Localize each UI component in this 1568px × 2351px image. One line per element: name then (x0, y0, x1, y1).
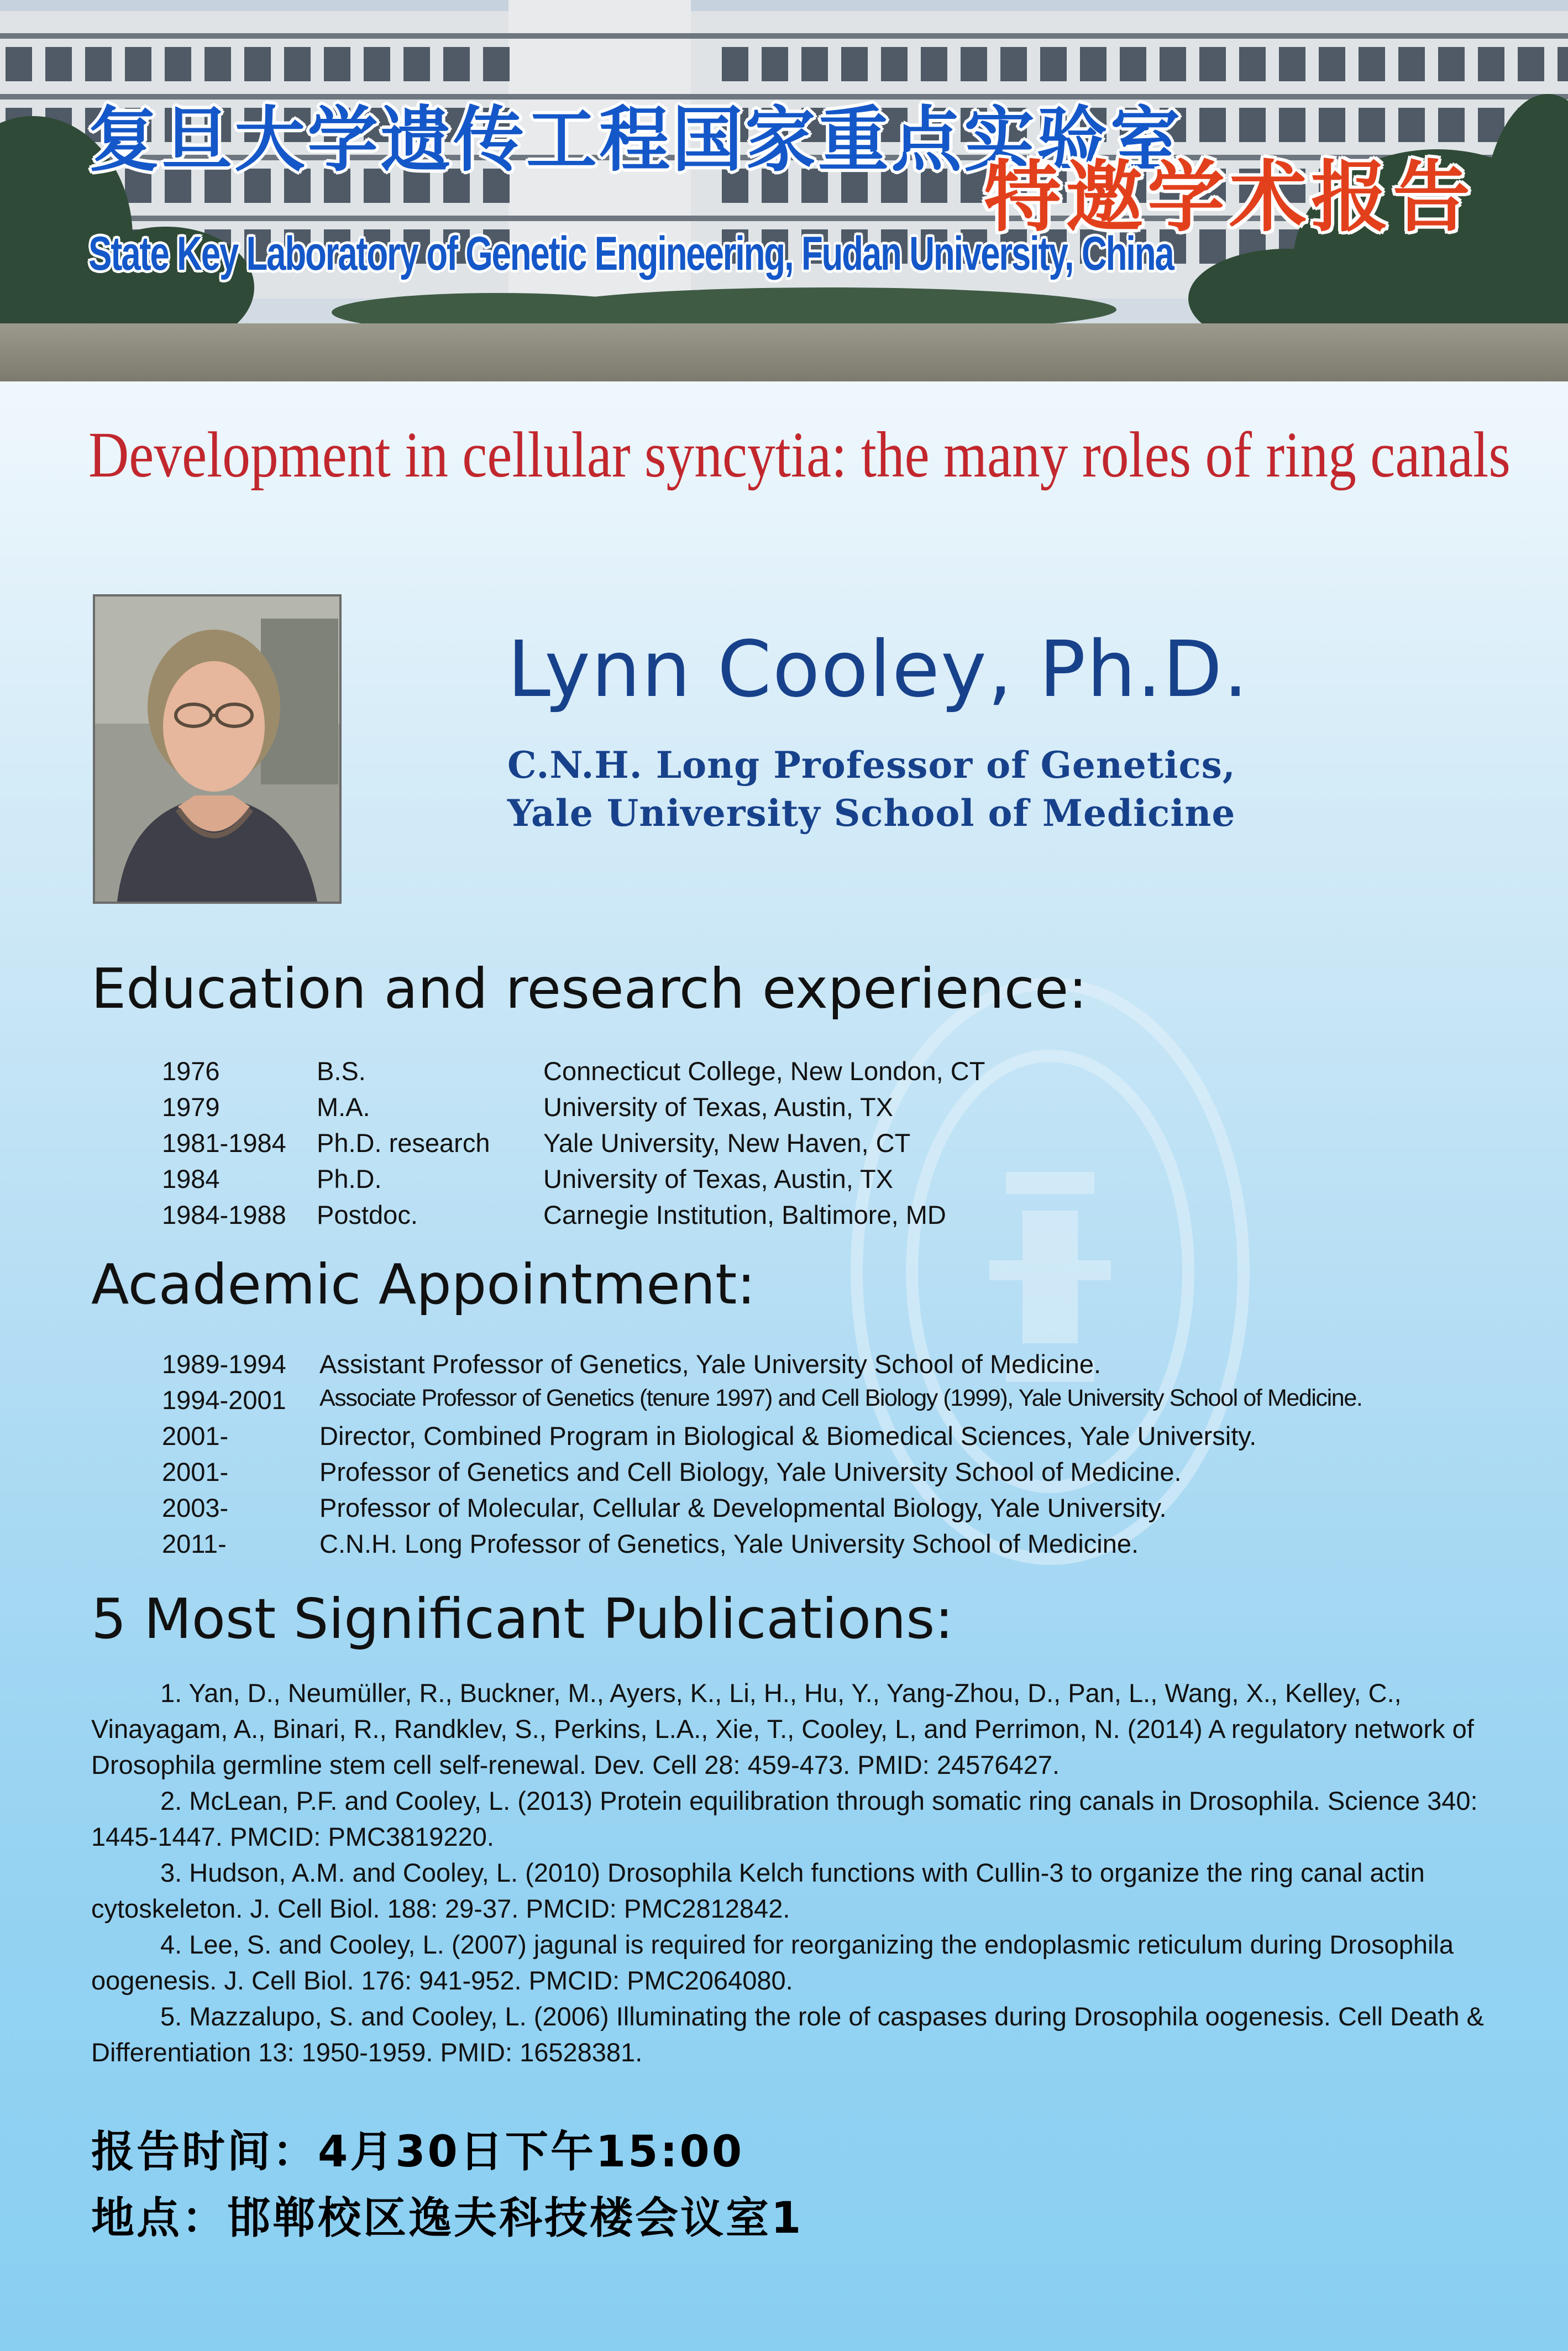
speaker-position-line2: Yale University School of Medicine (507, 792, 1236, 835)
building-window (841, 47, 868, 81)
building-window (45, 47, 72, 81)
building-window (165, 47, 191, 81)
publication-item: 4. Lee, S. and Cooley, L. (2007) jagunal is required for reorganizing the endoplasmic reticulum during Drosophila oogenesis. J. Cell Biol. 176: 941-952. PMCID: PMC2064080. (91, 1930, 1454, 1995)
building-window (921, 47, 947, 81)
building-window (961, 47, 987, 81)
education-institution: University of Texas, Austin, TX (543, 1164, 894, 1193)
publication-item: 2. McLean, P.F. and Cooley, L. (2013) Protein equilibration through somatic ring canals in Drosophila. Science 340: 1445-1447. PMCID: PMC3819220. (91, 1786, 1478, 1851)
appointment-years: 2001- (162, 1421, 229, 1451)
speaker-portrait (93, 594, 342, 904)
appointment-years: 2003- (162, 1493, 229, 1522)
talk-time: 报告时间：4月30日下午15:00 (91, 2127, 744, 2177)
building-window (1557, 47, 1568, 81)
appointment-title: Professor of Molecular, Cellular & Developmental Biology, Yale University. (319, 1493, 1167, 1522)
education-institution: Carnegie Institution, Baltimore, MD (543, 1200, 946, 1229)
education-degree: Ph.D. (317, 1164, 382, 1193)
building-window (1199, 47, 1226, 81)
publications-heading: 5 Most Significant Publications: (91, 1586, 954, 1651)
publications-list (91, 1675, 1490, 2070)
building-window (125, 47, 151, 81)
appointment-title: Assistant Professor of Genetics, Yale University School of Medicine. (319, 1349, 1102, 1379)
speaker-name: Lynn Cooley, Ph.D. (507, 625, 1249, 715)
education-degree: B.S. (317, 1056, 366, 1086)
publication-item: 3. Hudson, A.M. and Cooley, L. (2010) Drosophila Kelch functions with Cullin-3 to organize the ring canal actin cytoskeleton. J. Cell Biol. 188: 29-37. PMCID: PMC2812842. (91, 1858, 1425, 1923)
talk-location: 地点：邯郸校区逸夫科技楼会议室1 (91, 2193, 804, 2243)
building-window (1398, 47, 1425, 81)
education-degree: M.A. (317, 1092, 370, 1122)
building-window (1279, 47, 1305, 81)
education-degree: Ph.D. research (317, 1128, 490, 1158)
talk-title: Development in cellular syncytia: the many roles of ring canals (88, 418, 1511, 491)
building-window (1120, 47, 1146, 81)
education-institution: University of Texas, Austin, TX (543, 1092, 894, 1122)
building-window (403, 47, 430, 81)
education-degree: Postdoc. (317, 1200, 418, 1229)
appointment-years: 1994-2001 (162, 1385, 286, 1415)
building-window (85, 47, 112, 81)
building-window (6, 47, 32, 81)
building-window (762, 47, 788, 81)
building-window (443, 47, 470, 81)
building-window (722, 47, 748, 81)
lab-name-chinese: 复旦大学遗传工程国家重点实验室 (88, 99, 1183, 181)
building-window (1000, 47, 1027, 81)
education-institution: Yale University, New Haven, CT (543, 1128, 911, 1158)
building-window (324, 47, 350, 81)
building-window (244, 47, 271, 81)
education-institution: Connecticut College, New London, CT (543, 1056, 985, 1086)
building-window (1438, 47, 1465, 81)
speaker-photo (95, 596, 339, 902)
education-year: 1979 (162, 1092, 220, 1122)
appointments-heading: Academic Appointment: (91, 1252, 756, 1317)
appointment-title: Director, Combined Program in Biological & Biomedical Sciences, Yale University. (319, 1421, 1257, 1451)
building-window (1160, 47, 1186, 81)
publication-item: 1. Yan, D., Neumüller, R., Buckner, M., Ayers, K., Li, H., Hu, Y., Yang-Zhou, D., Pan, L., Wang, X., Kelley, C., Vinayagam, A., Binari, R., Randklev, S., Perkins, L.A., Xie, T., Cooley, L, and Perrimon, N. (2014) A regulatory network of Drosophila germline stem cell self-renewal. Dev. Cell 28: 459-473. PMID: 24576427. (91, 1678, 1474, 1779)
education-year: 1976 (162, 1056, 220, 1086)
building-window (284, 47, 311, 81)
education-year: 1981-1984 (162, 1128, 286, 1158)
building-window (801, 47, 828, 81)
appointment-years: 2001- (162, 1457, 229, 1486)
appointment-title: C.N.H. Long Professor of Genetics, Yale University School of Medicine. (319, 1529, 1139, 1558)
appointment-title: Professor of Genetics and Cell Biology, Yale University School of Medicine. (319, 1457, 1182, 1486)
publication-item: 5. Mazzalupo, S. and Cooley, L. (2006) Illuminating the role of caspases during Drosophila oogenesis. Cell Death & Differentiation 13: 1950-1959. PMID: 16528381. (91, 2002, 1484, 2067)
building-window (204, 47, 231, 81)
header-banner (0, 0, 1568, 381)
building-window (1359, 47, 1385, 81)
building-window (1319, 47, 1345, 81)
lab-name-english: State Key Laboratory of Genetic Engineering, Fudan University, China (88, 227, 1173, 280)
special-report-label: 特邀学术报告 (984, 153, 1475, 243)
building-window (1080, 47, 1106, 81)
appointment-title: Associate Professor of Genetics (tenure 1997) and Cell Biology (1999), Yale University School of Medicine. (319, 1385, 1362, 1411)
building-window (1478, 47, 1504, 81)
building-window (1239, 47, 1266, 81)
speaker-position-line1: C.N.H. Long Professor of Genetics, (507, 743, 1236, 787)
building-window (364, 47, 390, 81)
building-window (1518, 47, 1544, 81)
education-heading: Education and research experience: (91, 956, 1087, 1021)
building-window (483, 47, 510, 81)
building-window (881, 47, 908, 81)
appointment-years: 1989-1994 (162, 1349, 286, 1379)
education-year: 1984-1988 (162, 1200, 286, 1229)
appointment-years: 2011- (162, 1529, 227, 1558)
building-window (1040, 47, 1067, 81)
education-year: 1984 (162, 1164, 220, 1193)
